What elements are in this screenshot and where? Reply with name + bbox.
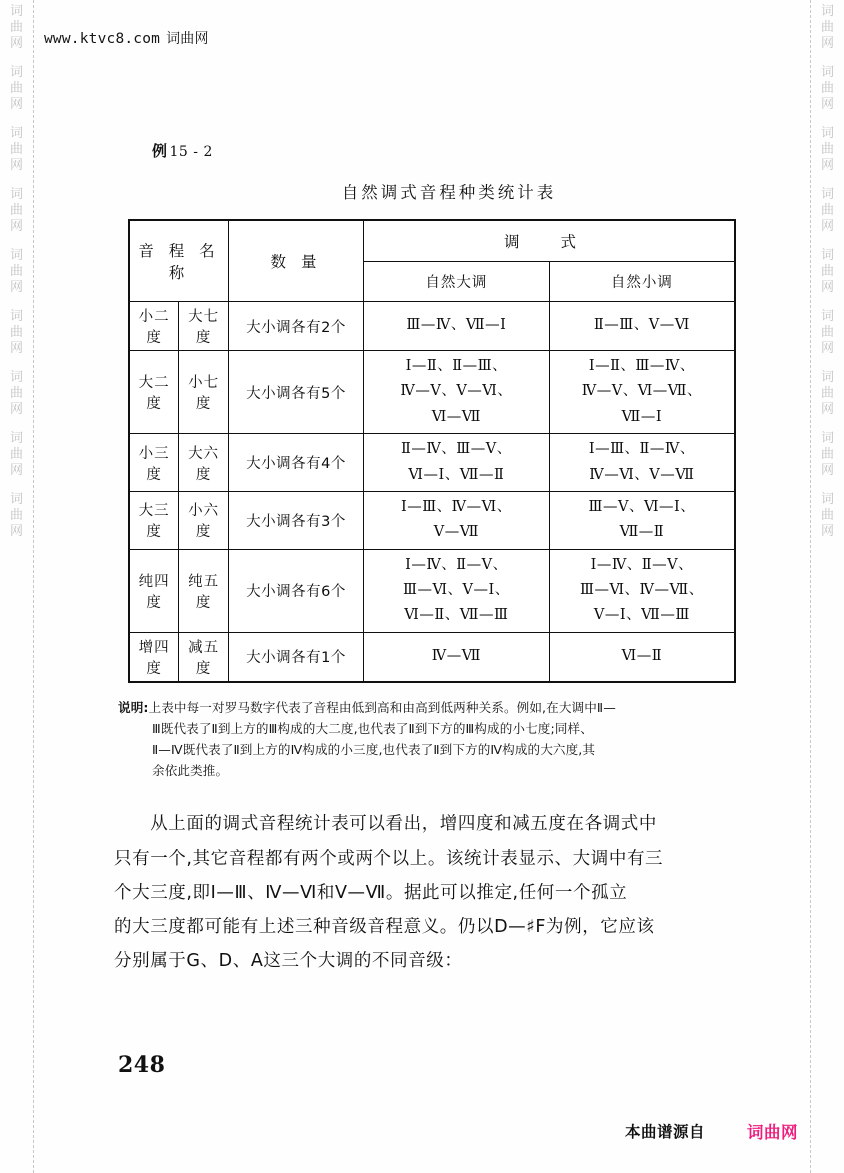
cell-minor-degrees	[549, 351, 735, 434]
watermark-char: 词	[9, 4, 23, 19]
watermark-char: 曲	[820, 508, 834, 523]
table-row	[129, 351, 735, 434]
degree-pair-line: Ⅲ—Ⅴ、Ⅵ—Ⅰ、	[588, 498, 696, 515]
watermark-char: 网	[820, 219, 834, 234]
watermark-char: 曲	[9, 81, 23, 96]
page-content	[110, 140, 750, 978]
watermark-char: 网	[9, 524, 23, 539]
degree-pair-line: Ⅲ—Ⅵ、Ⅴ—Ⅰ、	[402, 582, 510, 598]
watermark-char: 词	[9, 65, 23, 80]
degree-pair-line: Ⅵ—Ⅱ	[621, 648, 663, 665]
table-row	[129, 434, 735, 492]
note-line-text: 上表中每一对罗马数字代表了音程由低到高和由高到低两种关系。例如,在大调中Ⅱ—	[148, 699, 616, 715]
degree-pair-line: Ⅳ—Ⅴ、Ⅵ—Ⅶ、	[581, 383, 702, 400]
degree-pair-line: Ⅴ—Ⅰ、Ⅶ—Ⅲ	[593, 607, 690, 624]
page-number: 248	[118, 1052, 166, 1078]
degree-pair-line: Ⅲ—Ⅵ、Ⅳ—Ⅶ、	[579, 582, 704, 598]
example-label	[152, 140, 750, 161]
table-head	[129, 220, 735, 302]
watermark-char: 网	[9, 97, 23, 112]
watermark-char: 网	[820, 524, 834, 539]
cell-quantity: 大小调各有5个	[229, 351, 364, 434]
watermark-char: 曲	[820, 325, 834, 340]
watermark-char: 曲	[9, 203, 23, 218]
watermark-unit	[10, 4, 23, 52]
note-line	[118, 697, 750, 718]
degree-pair-line: Ⅱ—Ⅳ、Ⅲ—Ⅴ、	[400, 441, 512, 458]
degree-pair-line: Ⅳ—Ⅶ	[431, 648, 481, 665]
watermark-char: 词	[9, 431, 23, 446]
note-line: Ⅱ—Ⅳ既代表了Ⅱ到上方的Ⅳ构成的小三度,也代表了Ⅱ到下方的Ⅳ构成的大六度,其	[152, 742, 596, 758]
watermark-rail-left	[0, 0, 34, 1173]
degree-pair-line: Ⅰ—Ⅲ、Ⅳ—Ⅵ、	[400, 498, 512, 515]
degree-pair-line: Ⅵ—Ⅱ、Ⅶ—Ⅲ	[404, 607, 509, 624]
watermark-unit	[821, 370, 834, 418]
degree-pair-line: Ⅰ—Ⅲ、Ⅱ—Ⅳ、	[588, 441, 695, 458]
cell-major-degrees	[364, 491, 550, 549]
watermark-char: 曲	[9, 508, 23, 523]
watermark-char: 曲	[820, 386, 834, 401]
watermark-char: 曲	[9, 142, 23, 157]
watermark-char: 网	[820, 97, 834, 112]
cell-minor-degrees	[549, 549, 735, 632]
degree-pair-line: Ⅶ—Ⅱ	[619, 524, 665, 541]
watermark-char: 词	[820, 309, 834, 324]
watermark-unit	[821, 492, 834, 540]
degree-pair-line: Ⅲ—Ⅳ、Ⅶ—Ⅰ	[406, 317, 507, 334]
header-quantity: 数 量	[229, 220, 364, 302]
header-natural-major: 自然大调	[364, 262, 550, 302]
table-note	[118, 697, 750, 782]
degree-pair-line: Ⅶ—Ⅰ	[621, 408, 663, 425]
cell-interval-name-a: 小三度	[129, 434, 179, 492]
cell-quantity: 大小调各有1个	[229, 632, 364, 682]
watermark-char: 曲	[820, 81, 834, 96]
table-row	[129, 491, 735, 549]
degree-pair-line: Ⅰ—Ⅱ、Ⅲ—Ⅳ、	[588, 358, 695, 374]
watermark-char: 网	[9, 219, 23, 234]
watermark-unit	[10, 370, 23, 418]
note-line: Ⅲ既代表了Ⅱ到上方的Ⅲ构成的大二度,也代表了Ⅱ到下方的Ⅲ构成的小七度;同样、	[152, 720, 593, 736]
degree-pair-line: Ⅰ—Ⅱ、Ⅱ—Ⅲ、	[405, 358, 508, 374]
cell-interval-name-b: 纯五度	[179, 549, 229, 632]
degree-pair-line: Ⅰ—Ⅳ、Ⅱ—Ⅴ、	[590, 556, 694, 573]
watermark-char: 曲	[820, 20, 834, 35]
watermark-char: 曲	[820, 447, 834, 462]
body-line: 只有一个,其它音程都有两个或两个以上。该统计表显示、大调中有三	[114, 848, 664, 869]
watermark-unit	[10, 65, 23, 113]
cell-interval-name-a: 纯四度	[129, 549, 179, 632]
cell-interval-name-b: 小六度	[179, 491, 229, 549]
cell-minor-degrees	[549, 302, 735, 351]
watermark-char: 词	[820, 65, 834, 80]
footer-credit	[625, 1119, 798, 1143]
site-url-text: www.ktvc8.com	[44, 31, 161, 47]
watermark-unit	[821, 65, 834, 113]
table-row	[129, 549, 735, 632]
header-interval-name: 音 程 名 称	[129, 220, 229, 302]
watermark-unit	[10, 309, 23, 357]
cell-major-degrees	[364, 434, 550, 492]
watermark-char: 网	[820, 463, 834, 478]
body-line: 的大三度都可能有上述三种音级音程意义。仍以D—♯F为例，它应该	[114, 916, 655, 937]
watermark-char: 网	[9, 341, 23, 356]
watermark-char: 曲	[820, 264, 834, 279]
watermark-char: 词	[9, 126, 23, 141]
watermark-unit	[10, 492, 23, 540]
watermark-unit	[10, 187, 23, 235]
watermark-char: 曲	[9, 264, 23, 279]
watermark-char: 曲	[9, 20, 23, 35]
note-line: 余依此类推。	[152, 763, 229, 779]
watermark-char: 网	[820, 402, 834, 417]
watermark-char: 网	[9, 402, 23, 417]
cell-interval-name-a: 小二度	[129, 302, 179, 351]
body-line: 从上面的调式音程统计表可以看出，增四度和减五度在各调式中	[114, 814, 657, 835]
cell-quantity: 大小调各有3个	[229, 491, 364, 549]
degree-pair-line: Ⅱ—Ⅲ、Ⅴ—Ⅵ	[593, 317, 690, 334]
cell-interval-name-b: 减五度	[179, 632, 229, 682]
watermark-char: 词	[820, 126, 834, 141]
header-mode: 调 式	[364, 220, 736, 262]
cell-major-degrees	[364, 302, 550, 351]
watermark-char: 词	[9, 492, 23, 507]
degree-pair-line: Ⅴ—Ⅶ	[433, 524, 479, 541]
watermark-char: 曲	[820, 203, 834, 218]
note-label: 说明:	[118, 699, 149, 715]
watermark-char: 词	[9, 370, 23, 385]
watermark-unit	[10, 248, 23, 296]
watermark-char: 词	[820, 248, 834, 263]
watermark-unit	[821, 248, 834, 296]
cell-major-degrees	[364, 549, 550, 632]
body-line: 个大三度,即Ⅰ—Ⅲ、Ⅳ—Ⅵ和Ⅴ—Ⅶ。据此可以推定,任何一个孤立	[114, 882, 628, 903]
degree-pair-line: Ⅰ—Ⅳ、Ⅱ—Ⅴ、	[405, 556, 508, 573]
cell-interval-name-b: 大七度	[179, 302, 229, 351]
cell-quantity: 大小调各有2个	[229, 302, 364, 351]
watermark-char: 词	[820, 492, 834, 507]
table-row	[129, 632, 735, 682]
watermark-unit	[821, 187, 834, 235]
body-line: 分别属于G、D、A这三个大调的不同音级：	[114, 950, 463, 971]
table-body	[129, 302, 735, 682]
table-row	[129, 302, 735, 351]
watermark-char: 曲	[820, 142, 834, 157]
site-name-text: 词曲网	[166, 31, 209, 47]
cell-minor-degrees	[549, 491, 735, 549]
watermark-rail-right	[810, 0, 844, 1173]
watermark-unit	[821, 431, 834, 479]
watermark-char: 词	[820, 431, 834, 446]
watermark-char: 网	[9, 280, 23, 295]
watermark-char: 网	[9, 36, 23, 51]
watermark-char: 词	[820, 4, 834, 19]
degree-pair-line: Ⅳ—Ⅵ、Ⅴ—Ⅶ	[589, 466, 695, 483]
watermark-char: 网	[820, 36, 834, 51]
example-number: 15 - 2	[169, 144, 213, 160]
cell-quantity: 大小调各有6个	[229, 549, 364, 632]
header-natural-minor: 自然小调	[549, 262, 735, 302]
watermark-char: 网	[820, 280, 834, 295]
watermark-unit	[10, 431, 23, 479]
cell-interval-name-b: 小七度	[179, 351, 229, 434]
cell-interval-name-a: 大二度	[129, 351, 179, 434]
footer-source-label: 本曲谱源自	[624, 1123, 705, 1141]
site-url-header	[44, 28, 209, 48]
watermark-char: 曲	[9, 325, 23, 340]
watermark-char: 网	[9, 463, 23, 478]
watermark-char: 网	[820, 341, 834, 356]
cell-major-degrees	[364, 632, 550, 682]
watermark-char: 词	[9, 248, 23, 263]
watermark-unit	[10, 126, 23, 174]
cell-interval-name-a: 大三度	[129, 491, 179, 549]
degree-pair-line: Ⅵ—Ⅶ	[431, 408, 482, 425]
watermark-unit	[821, 126, 834, 174]
watermark-char: 词	[9, 187, 23, 202]
example-label-text: 例	[152, 142, 168, 160]
watermark-char: 网	[820, 158, 834, 173]
cell-interval-name-a: 增四度	[129, 632, 179, 682]
table-header-row-1	[129, 220, 735, 262]
degree-pair-line: Ⅳ—Ⅴ、Ⅴ—Ⅵ、	[400, 383, 513, 400]
interval-statistics-table	[128, 219, 736, 683]
watermark-unit	[821, 4, 834, 52]
cell-quantity: 大小调各有4个	[229, 434, 364, 492]
cell-interval-name-b: 大六度	[179, 434, 229, 492]
watermark-unit	[821, 309, 834, 357]
table-title: 自然调式音程种类统计表	[341, 183, 557, 202]
watermark-char: 词	[820, 370, 834, 385]
watermark-char: 曲	[9, 447, 23, 462]
watermark-char: 曲	[9, 386, 23, 401]
body-paragraph	[114, 807, 750, 978]
watermark-char: 词	[9, 309, 23, 324]
footer-brand: 词曲网	[747, 1123, 798, 1142]
degree-pair-line: Ⅵ—Ⅰ、Ⅶ—Ⅱ	[408, 466, 505, 483]
cell-minor-degrees	[549, 632, 735, 682]
cell-minor-degrees	[549, 434, 735, 492]
watermark-char: 网	[9, 158, 23, 173]
cell-major-degrees	[364, 351, 550, 434]
watermark-char: 词	[820, 187, 834, 202]
